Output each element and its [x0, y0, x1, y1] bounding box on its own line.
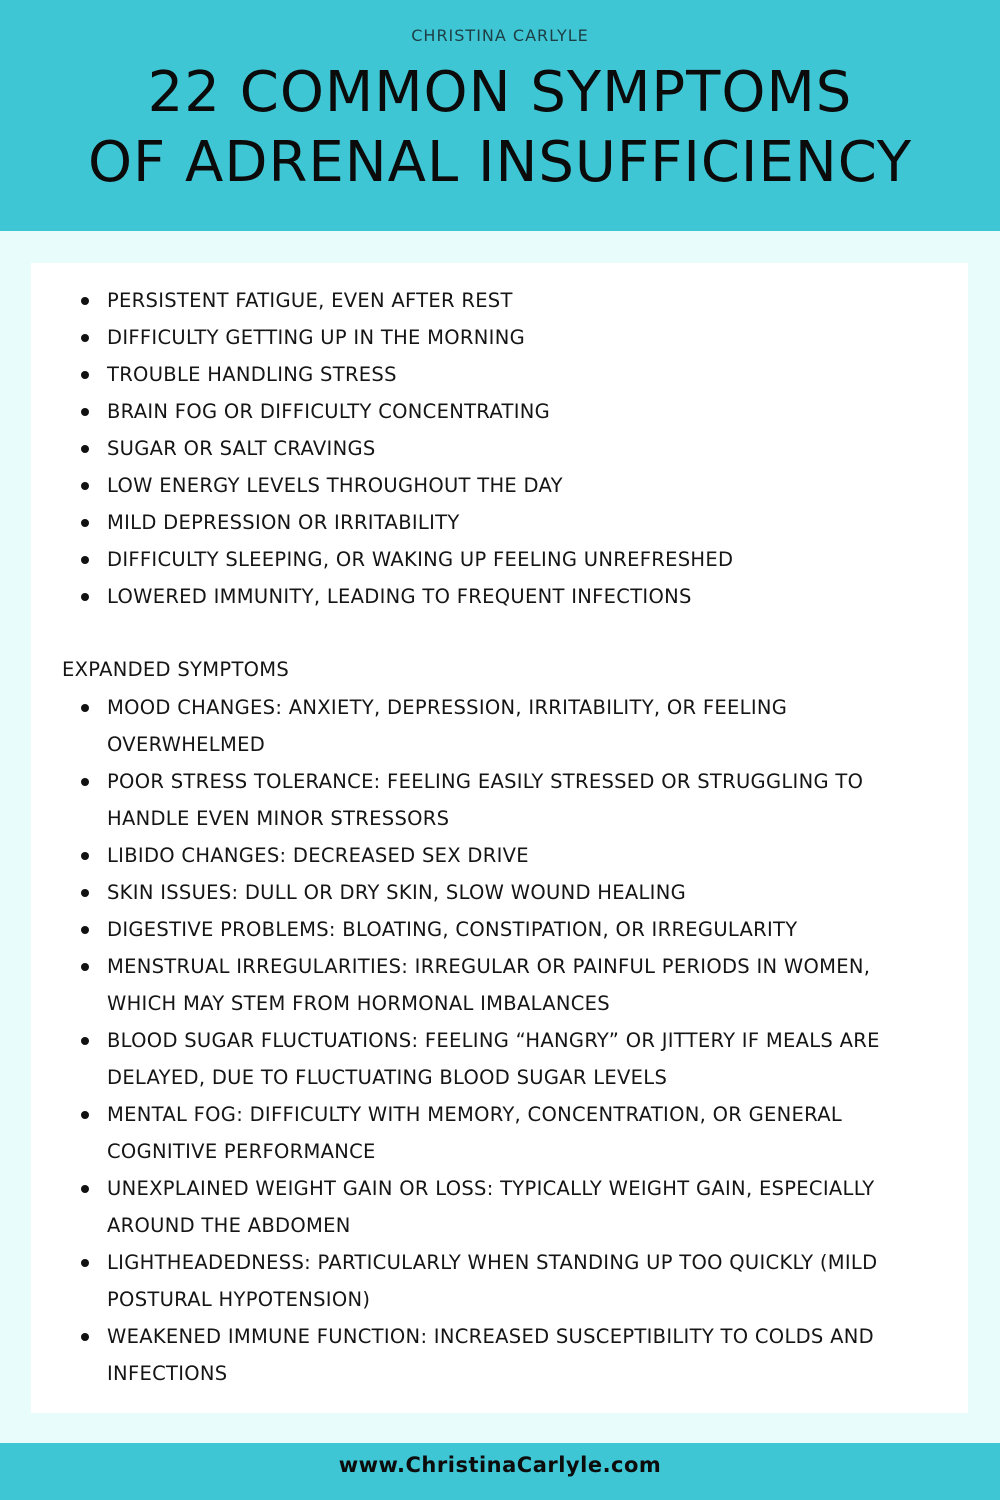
expanded-symptoms-list — [31, 689, 907, 1392]
list-item: BRAIN FOG OR DIFFICULTY CONCENTRATING — [31, 393, 907, 430]
list-item: MENTAL FOG: DIFFICULTY WITH MEMORY, CONCENTRATION, OR GENERAL COGNITIVE PERFORMANCE — [31, 1096, 907, 1170]
expanded-symptoms-heading: EXPANDED SYMPTOMS — [62, 658, 290, 681]
list-item: DIFFICULTY GETTING UP IN THE MORNING — [31, 319, 907, 356]
list-item: MENSTRUAL IRREGULARITIES: IRREGULAR OR PAINFUL PERIODS IN WOMEN, WHICH MAY STEM FROM HORMONAL IMBALANCES — [31, 948, 907, 1022]
list-item: LOWERED IMMUNITY, LEADING TO FREQUENT INFECTIONS — [31, 578, 907, 615]
list-item: DIFFICULTY SLEEPING, OR WAKING UP FEELING UNREFRESHED — [31, 541, 907, 578]
list-item: TROUBLE HANDLING STRESS — [31, 356, 907, 393]
page-title — [0, 58, 1000, 198]
common-symptoms-list — [31, 282, 907, 615]
list-item: LOW ENERGY LEVELS THROUGHOUT THE DAY — [31, 467, 907, 504]
brand-name: CHRISTINA CARLYLE — [411, 26, 589, 45]
list-item: UNEXPLAINED WEIGHT GAIN OR LOSS: TYPICALLY WEIGHT GAIN, ESPECIALLY AROUND THE ABDOMEN — [31, 1170, 907, 1244]
list-item: MOOD CHANGES: ANXIETY, DEPRESSION, IRRITABILITY, OR FEELING OVERWHELMED — [31, 689, 907, 763]
website-link[interactable]: www.ChristinaCarlyle.com — [338, 1453, 662, 1477]
list-item: MILD DEPRESSION OR IRRITABILITY — [31, 504, 907, 541]
list-item: DIGESTIVE PROBLEMS: BLOATING, CONSTIPATION, OR IRREGULARITY — [31, 911, 907, 948]
list-item: BLOOD SUGAR FLUCTUATIONS: FEELING “HANGRY” OR JITTERY IF MEALS ARE DELAYED, DUE TO FLUCTUATING BLOOD SUGAR LEVELS — [31, 1022, 907, 1096]
header-banner — [0, 0, 1000, 231]
list-item: SUGAR OR SALT CRAVINGS — [31, 430, 907, 467]
list-item: LIBIDO CHANGES: DECREASED SEX DRIVE — [31, 837, 907, 874]
footer-banner — [0, 1443, 1000, 1500]
list-item: POOR STRESS TOLERANCE: FEELING EASILY STRESSED OR STRUGGLING TO HANDLE EVEN MINOR STRESSORS — [31, 763, 907, 837]
page-title-line-2: OF ADRENAL INSUFFICIENCY — [87, 130, 913, 195]
page-title-line-1: 22 COMMON SYMPTOMS — [147, 60, 853, 125]
symptoms-card — [31, 263, 968, 1413]
list-item: WEAKENED IMMUNE FUNCTION: INCREASED SUSCEPTIBILITY TO COLDS AND INFECTIONS — [31, 1318, 907, 1392]
list-item: LIGHTHEADEDNESS: PARTICULARLY WHEN STANDING UP TOO QUICKLY (MILD POSTURAL HYPOTENSION) — [31, 1244, 907, 1318]
list-item: SKIN ISSUES: DULL OR DRY SKIN, SLOW WOUND HEALING — [31, 874, 907, 911]
list-item: PERSISTENT FATIGUE, EVEN AFTER REST — [31, 282, 907, 319]
